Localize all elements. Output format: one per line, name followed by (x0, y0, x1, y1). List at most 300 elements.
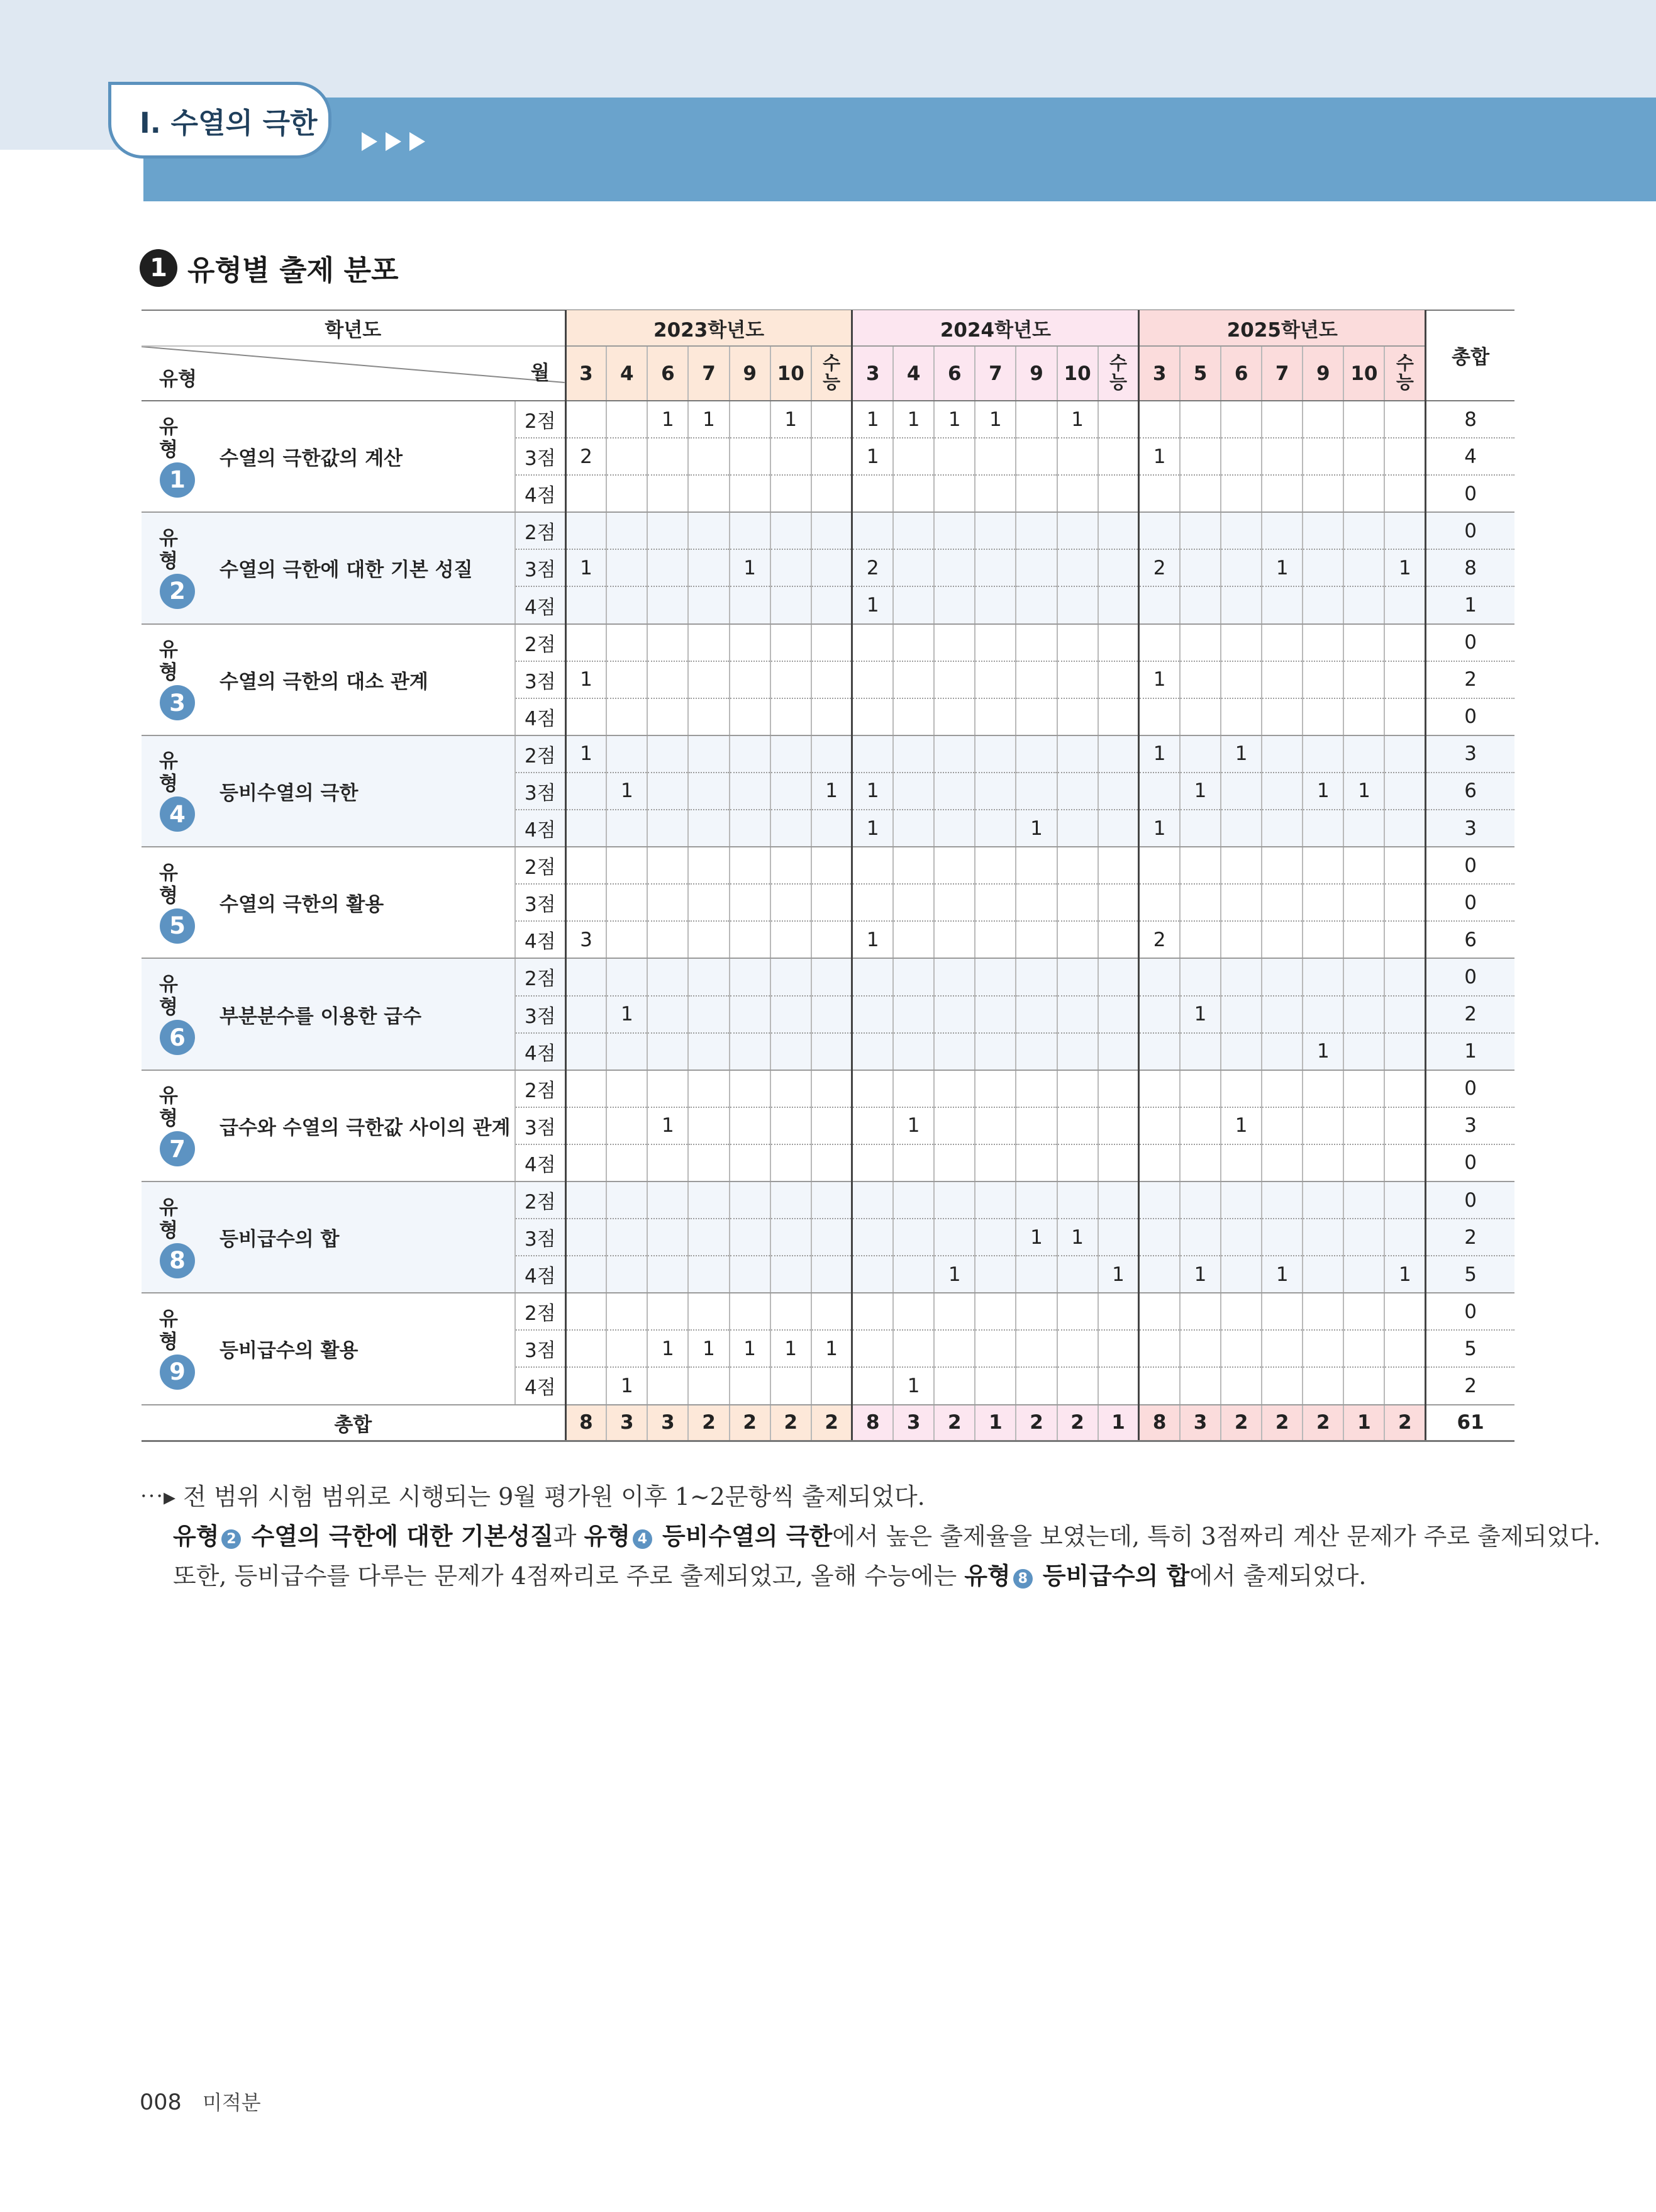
count-cell (975, 1219, 1016, 1256)
count-cell (688, 958, 729, 995)
count-cell (811, 996, 852, 1033)
count-cell (934, 1107, 975, 1144)
count-cell (1180, 921, 1221, 958)
month-header: 3 (1139, 346, 1180, 401)
count-cell: 2 (1139, 921, 1180, 958)
year-header: 2024학년도 (852, 310, 1139, 346)
count-cell (1262, 475, 1303, 512)
count-cell (1221, 698, 1262, 735)
count-cell (606, 1256, 647, 1293)
count-cell (730, 1144, 770, 1181)
count-cell (606, 438, 647, 475)
count-cell (1016, 661, 1057, 698)
count-cell (1343, 624, 1384, 661)
count-cell (1016, 884, 1057, 921)
count-cell (1262, 1219, 1303, 1256)
count-cell (770, 1219, 811, 1256)
month-header: 수능 (1384, 346, 1425, 401)
point-label: 2점 (515, 847, 565, 884)
count-cell (1139, 1144, 1180, 1181)
column-total: 2 (1262, 1405, 1303, 1441)
count-cell (893, 1293, 934, 1330)
count-cell (606, 1144, 647, 1181)
count-cell (1221, 549, 1262, 586)
point-label: 3점 (515, 438, 565, 475)
count-cell (1139, 698, 1180, 735)
count-cell: 1 (852, 438, 893, 475)
count-cell (975, 1367, 1016, 1404)
count-cell (688, 810, 729, 847)
count-cell (770, 438, 811, 475)
count-cell (934, 475, 975, 512)
count-cell (1384, 1144, 1425, 1181)
count-cell (975, 773, 1016, 810)
count-cell (770, 1293, 811, 1330)
count-cell (893, 847, 934, 884)
count-cell (852, 661, 893, 698)
point-label: 3점 (515, 884, 565, 921)
count-cell (565, 996, 606, 1033)
count-cell (730, 735, 770, 773)
count-cell (1221, 624, 1262, 661)
row-total: 5 (1426, 1330, 1514, 1367)
count-cell (975, 1181, 1016, 1219)
note-line-1: ⋯▸ 전 범위 시험 범위로 시행되는 9월 평가원 이후 1∼2문항씩 출제되었다. (140, 1483, 925, 1511)
count-cell (852, 1181, 893, 1219)
month-header: 6 (647, 346, 688, 401)
count-cell (730, 810, 770, 847)
count-cell (1384, 661, 1425, 698)
count-cell (770, 624, 811, 661)
count-cell (852, 735, 893, 773)
count-cell (1303, 1070, 1343, 1107)
count-cell (811, 438, 852, 475)
count-cell (811, 549, 852, 586)
count-cell (606, 884, 647, 921)
count-cell (811, 698, 852, 735)
count-cell (1016, 1181, 1057, 1219)
count-cell (1139, 1033, 1180, 1070)
count-cell (893, 773, 934, 810)
point-label: 4점 (515, 1367, 565, 1404)
type-label (142, 1293, 515, 1404)
count-cell (770, 1033, 811, 1070)
count-cell (893, 735, 934, 773)
count-cell (1180, 438, 1221, 475)
count-cell (565, 847, 606, 884)
count-cell: 1 (1303, 1033, 1343, 1070)
count-cell (1098, 810, 1139, 847)
count-cell (1180, 1293, 1221, 1330)
count-cell (1262, 958, 1303, 995)
count-cell (565, 1293, 606, 1330)
count-cell (647, 996, 688, 1033)
point-label: 4점 (515, 810, 565, 847)
count-cell (1180, 1070, 1221, 1107)
count-cell (1303, 401, 1343, 438)
count-cell: 1 (730, 1330, 770, 1367)
count-cell (565, 1033, 606, 1070)
type-badge: 2 (221, 1529, 241, 1549)
count-cell (852, 1330, 893, 1367)
count-cell (1221, 438, 1262, 475)
count-cell (770, 1367, 811, 1404)
count-cell (1057, 996, 1098, 1033)
point-label: 3점 (515, 661, 565, 698)
count-cell (852, 512, 893, 549)
count-cell (1180, 1144, 1221, 1181)
count-cell (1098, 735, 1139, 773)
count-cell (1180, 958, 1221, 995)
count-cell (1180, 1367, 1221, 1404)
count-cell (730, 847, 770, 884)
count-cell (1343, 475, 1384, 512)
point-label: 2점 (515, 512, 565, 549)
count-cell (1057, 586, 1098, 623)
count-cell (934, 1033, 975, 1070)
count-cell (934, 1144, 975, 1181)
count-cell (1262, 884, 1303, 921)
count-cell (1057, 1144, 1098, 1181)
count-cell (852, 1107, 893, 1144)
count-cell (647, 1181, 688, 1219)
count-cell (852, 1033, 893, 1070)
count-cell (688, 996, 729, 1033)
count-cell (1098, 698, 1139, 735)
count-cell (770, 1256, 811, 1293)
count-cell (1221, 810, 1262, 847)
count-cell (975, 1107, 1016, 1144)
count-cell (606, 661, 647, 698)
count-cell (893, 1033, 934, 1070)
count-cell (647, 735, 688, 773)
count-cell (1057, 512, 1098, 549)
count-cell (1221, 1330, 1262, 1367)
count-cell (1221, 773, 1262, 810)
table-row (142, 735, 1514, 773)
count-cell: 1 (565, 735, 606, 773)
type-name: 등비급수의 합 (220, 1228, 340, 1251)
count-cell (893, 1070, 934, 1107)
count-cell (688, 1033, 729, 1070)
count-cell (1057, 475, 1098, 512)
count-cell (1343, 661, 1384, 698)
count-cell (1180, 661, 1221, 698)
row-total: 3 (1426, 735, 1514, 773)
count-cell (1384, 1219, 1425, 1256)
count-cell (934, 1293, 975, 1330)
point-label: 4점 (515, 921, 565, 958)
count-cell (1221, 1070, 1262, 1107)
count-cell (811, 921, 852, 958)
count-cell (1221, 958, 1262, 995)
row-total: 3 (1426, 810, 1514, 847)
count-cell: 3 (565, 921, 606, 958)
row-total: 6 (1426, 921, 1514, 958)
count-cell (1221, 1256, 1262, 1293)
type-label (142, 735, 515, 847)
count-cell (647, 773, 688, 810)
count-cell (852, 884, 893, 921)
count-cell: 1 (1384, 549, 1425, 586)
count-cell (647, 475, 688, 512)
count-cell (1384, 1330, 1425, 1367)
subject-name: 미적분 (202, 2091, 261, 2114)
count-cell (1016, 1367, 1057, 1404)
count-cell (1016, 958, 1057, 995)
count-cell (1139, 1181, 1180, 1219)
count-cell (975, 996, 1016, 1033)
count-cell (1098, 1107, 1139, 1144)
count-cell (975, 1144, 1016, 1181)
row-total: 0 (1426, 1144, 1514, 1181)
count-cell (934, 1330, 975, 1367)
row-total: 1 (1426, 1033, 1514, 1070)
count-cell (770, 1107, 811, 1144)
count-cell (1384, 1070, 1425, 1107)
count-cell (606, 475, 647, 512)
count-cell: 1 (1057, 401, 1098, 438)
note-line-2: 유형 2 수열의 극한에 대한 기본성질과 유형 4 등비수열의 극한에서 높은 출제율을 보였는데, 특히 3점짜리 계산 문제가 주로 출제되었다. (173, 1522, 1601, 1550)
count-cell (730, 1293, 770, 1330)
column-total: 8 (565, 1405, 606, 1441)
table-row (142, 1070, 1514, 1107)
count-cell (1057, 661, 1098, 698)
count-cell (770, 773, 811, 810)
count-cell (1221, 512, 1262, 549)
count-cell (1098, 1293, 1139, 1330)
type-number-badge: 9 (160, 1355, 195, 1390)
count-cell (934, 735, 975, 773)
count-cell (1057, 884, 1098, 921)
point-label: 4점 (515, 1144, 565, 1181)
count-cell (1098, 1033, 1139, 1070)
count-cell (975, 884, 1016, 921)
count-cell (1098, 1219, 1139, 1256)
count-cell (1139, 996, 1180, 1033)
count-cell (688, 438, 729, 475)
count-cell (1262, 810, 1303, 847)
note-line-3: 또한, 등비급수를 다루는 문제가 4점짜리로 주로 출제되었고, 올해 수능에는 유형 8 등비급수의 합에서 출제되었다. (173, 1562, 1367, 1590)
count-cell (1098, 1181, 1139, 1219)
count-cell (1139, 401, 1180, 438)
count-cell (1262, 1144, 1303, 1181)
count-cell (606, 549, 647, 586)
count-cell (1343, 1219, 1384, 1256)
column-total: 3 (1180, 1405, 1221, 1441)
count-cell (1057, 735, 1098, 773)
count-cell (647, 586, 688, 623)
count-cell (1016, 773, 1057, 810)
count-cell (1343, 1070, 1384, 1107)
count-cell (1262, 1181, 1303, 1219)
count-cell (1180, 586, 1221, 623)
point-label: 3점 (515, 549, 565, 586)
count-cell (606, 847, 647, 884)
row-total: 2 (1426, 1367, 1514, 1404)
type-label (142, 401, 515, 512)
totals-row (142, 1405, 1514, 1441)
count-cell (811, 1256, 852, 1293)
grand-total: 61 (1426, 1405, 1514, 1441)
month-header: 6 (1221, 346, 1262, 401)
count-cell (606, 698, 647, 735)
point-label: 4점 (515, 475, 565, 512)
count-cell (1384, 1107, 1425, 1144)
type-prefix: 유형 (159, 861, 178, 907)
count-cell (647, 1256, 688, 1293)
column-total: 8 (1139, 1405, 1180, 1441)
count-cell (1139, 1219, 1180, 1256)
count-cell: 1 (688, 401, 729, 438)
count-cell (565, 810, 606, 847)
count-cell: 1 (1139, 735, 1180, 773)
row-total: 4 (1426, 438, 1514, 475)
count-cell (1343, 735, 1384, 773)
count-cell (606, 512, 647, 549)
count-cell (1262, 661, 1303, 698)
count-cell (1384, 1033, 1425, 1070)
count-cell (770, 586, 811, 623)
count-cell (934, 921, 975, 958)
count-cell (893, 1181, 934, 1219)
count-cell (1262, 1330, 1303, 1367)
chapter-tab (108, 82, 331, 159)
count-cell (1098, 773, 1139, 810)
column-total: 8 (852, 1405, 893, 1441)
count-cell (1139, 847, 1180, 884)
count-cell (1303, 1219, 1343, 1256)
count-cell (1098, 958, 1139, 995)
section-number-badge: 1 (140, 249, 177, 287)
count-cell (1303, 475, 1343, 512)
count-cell (606, 624, 647, 661)
count-cell (565, 958, 606, 995)
count-cell: 1 (1384, 1256, 1425, 1293)
count-cell: 1 (852, 586, 893, 623)
count-cell (647, 958, 688, 995)
month-header: 3 (852, 346, 893, 401)
count-cell (606, 958, 647, 995)
count-cell (770, 735, 811, 773)
count-cell (934, 1181, 975, 1219)
count-cell (565, 884, 606, 921)
count-cell (852, 1256, 893, 1293)
count-cell (893, 884, 934, 921)
commentary (140, 1477, 1601, 1596)
count-cell: 1 (1180, 996, 1221, 1033)
row-total: 8 (1426, 549, 1514, 586)
count-cell (1098, 1330, 1139, 1367)
count-cell (647, 661, 688, 698)
count-cell (893, 438, 934, 475)
header-corner (142, 346, 565, 401)
count-cell: 1 (1139, 661, 1180, 698)
count-cell (730, 1107, 770, 1144)
count-cell (852, 698, 893, 735)
type-prefix: 유형 (159, 415, 178, 461)
count-cell (1221, 1219, 1262, 1256)
count-cell: 1 (647, 401, 688, 438)
count-cell (1303, 1367, 1343, 1404)
count-cell (1343, 549, 1384, 586)
count-cell (647, 810, 688, 847)
count-cell (1262, 438, 1303, 475)
count-cell (1016, 1144, 1057, 1181)
count-cell (1057, 921, 1098, 958)
row-total: 0 (1426, 1181, 1514, 1219)
count-cell (934, 624, 975, 661)
column-total: 2 (934, 1405, 975, 1441)
count-cell (688, 735, 729, 773)
count-cell (1057, 1330, 1098, 1367)
count-cell (606, 1070, 647, 1107)
count-cell (730, 475, 770, 512)
count-cell (1303, 586, 1343, 623)
count-cell (770, 1070, 811, 1107)
row-total: 0 (1426, 847, 1514, 884)
count-cell: 1 (770, 401, 811, 438)
column-total: 2 (1303, 1405, 1343, 1441)
section-title (140, 247, 399, 288)
count-cell (1098, 921, 1139, 958)
count-cell (730, 1181, 770, 1219)
year-header: 2025학년도 (1139, 310, 1426, 346)
count-cell (1384, 475, 1425, 512)
type-name: 수열의 극한의 대소 관계 (220, 670, 428, 693)
count-cell (1221, 475, 1262, 512)
count-cell (1098, 1144, 1139, 1181)
count-cell (1262, 1107, 1303, 1144)
count-cell (647, 512, 688, 549)
count-cell (1384, 1367, 1425, 1404)
count-cell (811, 847, 852, 884)
type-prefix: 유형 (159, 527, 178, 573)
count-cell (934, 810, 975, 847)
count-cell (688, 1367, 729, 1404)
count-cell (1384, 996, 1425, 1033)
count-cell (975, 661, 1016, 698)
count-cell (1016, 438, 1057, 475)
count-cell (1221, 884, 1262, 921)
count-cell (770, 958, 811, 995)
count-cell (893, 1330, 934, 1367)
count-cell (647, 1293, 688, 1330)
count-cell (1303, 624, 1343, 661)
count-cell (1262, 1293, 1303, 1330)
count-cell (934, 1367, 975, 1404)
point-label: 3점 (515, 1219, 565, 1256)
month-header: 수능 (1098, 346, 1139, 401)
count-cell (852, 624, 893, 661)
month-header: 10 (1057, 346, 1098, 401)
point-label: 4점 (515, 1033, 565, 1070)
month-header: 3 (565, 346, 606, 401)
count-cell: 1 (893, 1107, 934, 1144)
count-cell (606, 921, 647, 958)
count-cell: 1 (606, 996, 647, 1033)
count-cell (688, 884, 729, 921)
count-cell (565, 401, 606, 438)
count-cell (975, 735, 1016, 773)
count-cell (1016, 549, 1057, 586)
page-number: 008 (140, 2090, 182, 2115)
count-cell (1262, 1070, 1303, 1107)
count-cell (1098, 1367, 1139, 1404)
count-cell (852, 1367, 893, 1404)
row-total: 2 (1426, 661, 1514, 698)
count-cell (1057, 1107, 1098, 1144)
